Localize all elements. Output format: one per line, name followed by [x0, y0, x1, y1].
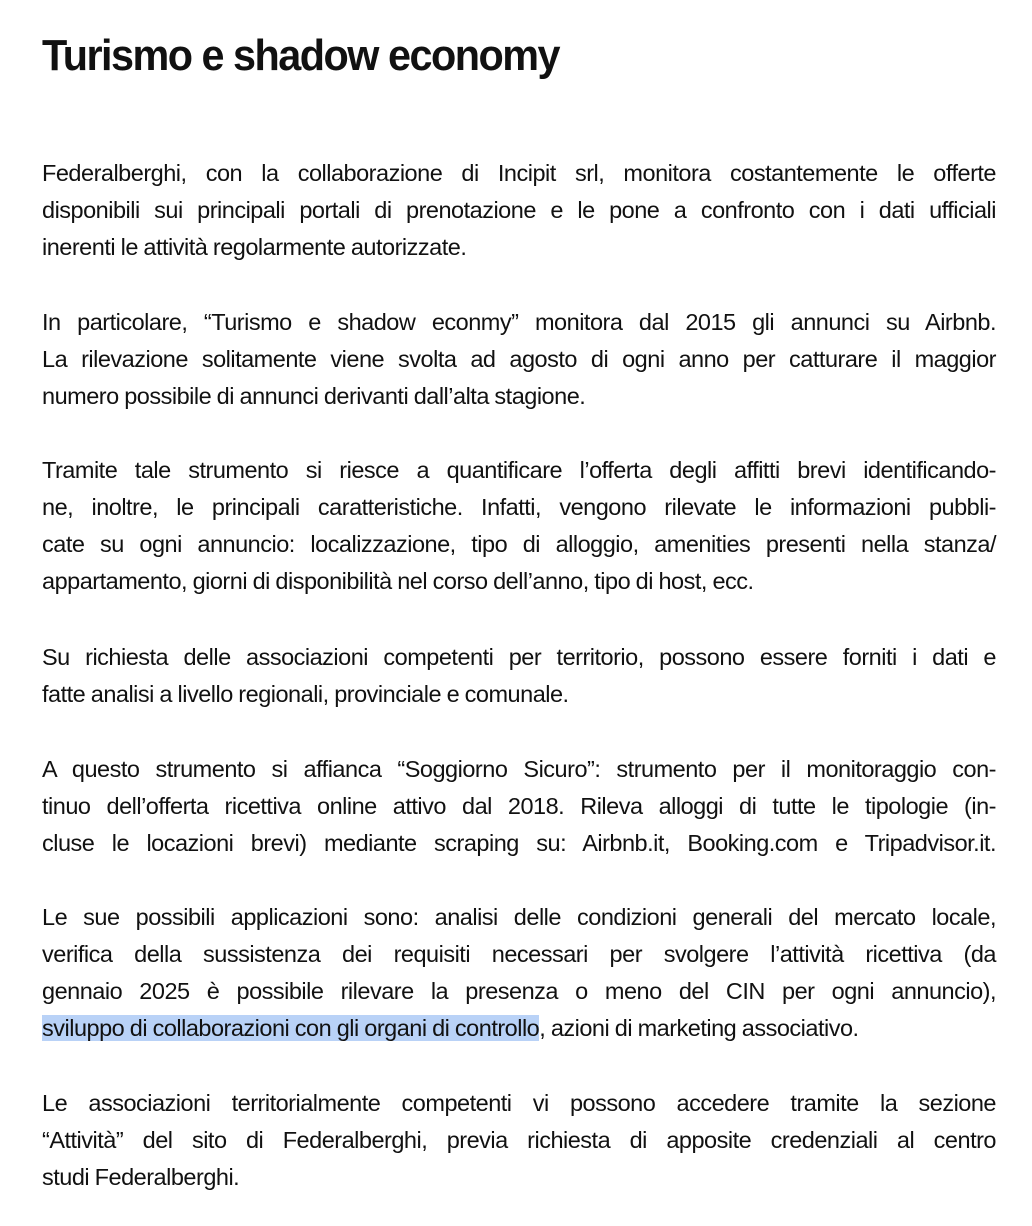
- page-title: Turismo e shadow economy: [42, 31, 560, 80]
- text-line: studi Federalberghi.: [42, 1164, 240, 1190]
- text-line: cate su ogni annuncio: localizzazione, tipo di alloggio, amenities presenti nella stanza/: [42, 531, 996, 557]
- text-line: La rilevazione solitamente viene svolta ad agosto di ogni anno per catturare il maggior: [42, 346, 996, 372]
- text-line: Federalberghi, con la collaborazione di Incipit srl, monitora costantemente le offerte: [42, 160, 996, 186]
- text-line: Tramite tale strumento si riesce a quantificare l’offerta degli affitti brevi identificando-: [42, 457, 996, 483]
- text-line: gennaio 2025 è possibile rilevare la presenza o meno del CIN per ogni annuncio),: [42, 978, 996, 1004]
- paragraph-soggiorno-sicuro: [42, 751, 996, 862]
- text-line: fatte analisi a livello regionali, provinciale e comunale.: [42, 681, 569, 707]
- text-line: disponibili sui principali portali di prenotazione e le pone a confronto con i dati ufficiali: [42, 197, 996, 223]
- text-line: Le sue possibili applicazioni sono: analisi delle condizioni generali del mercato locale,: [42, 904, 996, 930]
- paragraph-data-requests: [42, 639, 996, 713]
- text-line: In particolare, “Turismo e shadow econmy” monitora dal 2015 gli annunci su Airbnb.: [42, 309, 996, 335]
- text-line: Su richiesta delle associazioni competenti per territorio, possono essere forniti i dati e: [42, 644, 996, 670]
- text-line: A questo strumento si affianca “Soggiorno Sicuro”: strumento per il monitoraggio con-: [42, 756, 996, 782]
- text-line: [42, 1010, 996, 1047]
- paragraph-intro: [42, 155, 996, 266]
- text-line: Le associazioni territorialmente competenti vi possono accedere tramite la sezione: [42, 1090, 996, 1116]
- text-line: appartamento, giorni di disponibilità nel corso dell’anno, tipo di host, ecc.: [42, 568, 754, 594]
- paragraph-applications: [42, 899, 996, 1047]
- text-line-rest: , azioni di marketing associativo.: [539, 1015, 859, 1041]
- text-line: cluse le locazioni brevi) mediante scraping su: Airbnb.it, Booking.com e Tripadvisor.it.: [42, 830, 996, 856]
- text-selection-highlight[interactable]: sviluppo di collaborazioni con gli organi di controllo: [42, 1015, 540, 1041]
- paragraph-airbnb-monitoring: [42, 304, 996, 415]
- text-line: ne, inoltre, le principali caratteristiche. Infatti, vengono rilevate le informazioni pubbli-: [42, 494, 996, 520]
- paragraph-tool-description: [42, 452, 996, 600]
- paragraph-access: [42, 1085, 996, 1196]
- text-line: inerenti le attività regolarmente autorizzate.: [42, 234, 467, 260]
- text-line: “Attività” del sito di Federalberghi, previa richiesta di apposite credenziali al centro: [42, 1127, 996, 1153]
- text-line: tinuo dell’offerta ricettiva online attivo dal 2018. Rileva alloggi di tutte le tipologie (in-: [42, 793, 996, 819]
- text-line: numero possibile di annunci derivanti dall’alta stagione.: [42, 383, 586, 409]
- text-line: verifica della sussistenza dei requisiti necessari per svolgere l’attività ricettiva (da: [42, 941, 996, 967]
